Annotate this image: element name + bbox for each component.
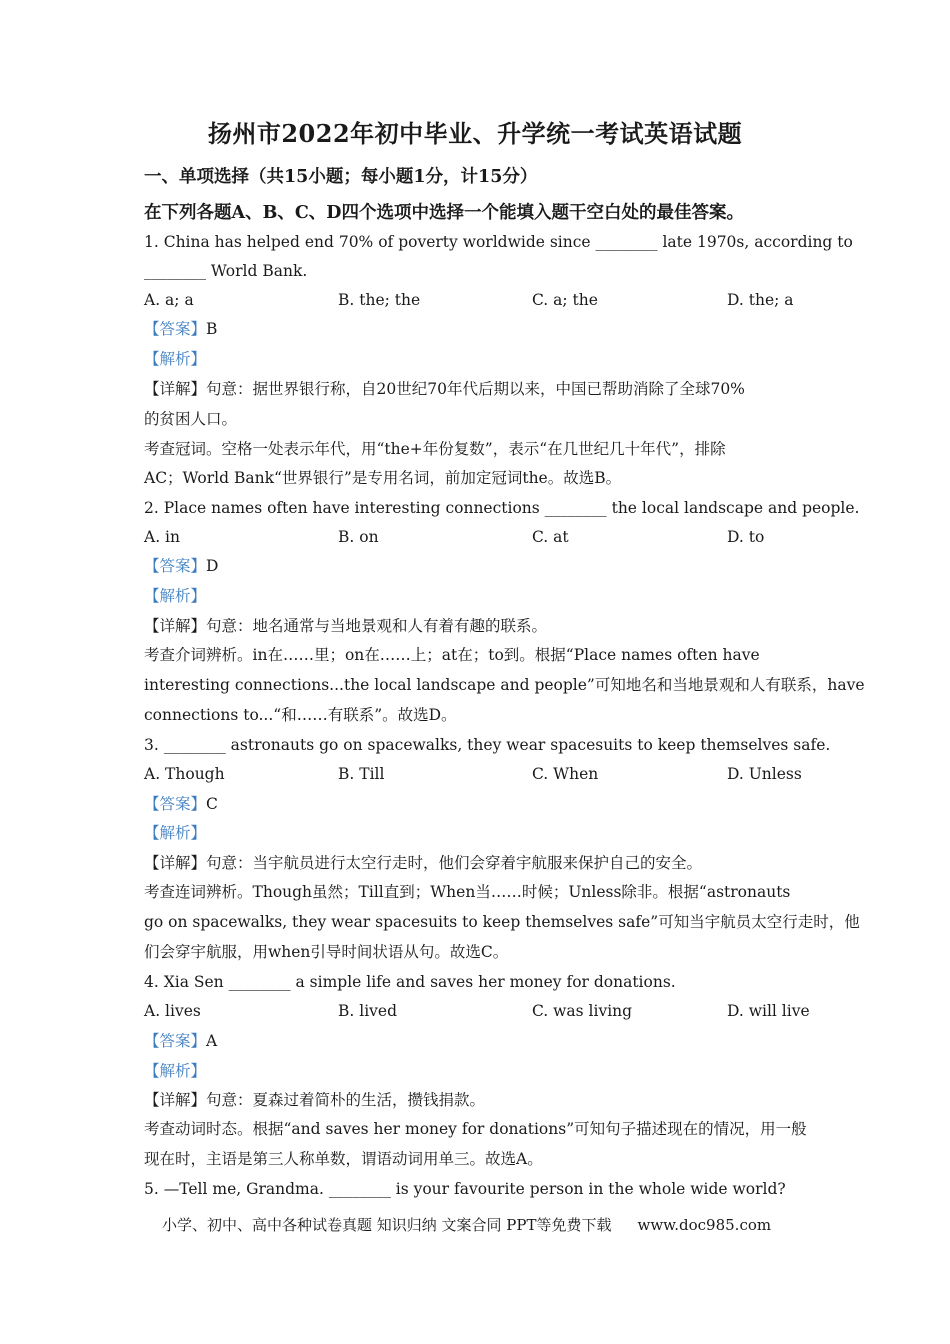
answer-label: 【答案】 [144, 1032, 207, 1050]
option-b: B. lived [338, 1002, 398, 1020]
option-d: D. to [727, 528, 765, 546]
option-d: D. the; a [727, 291, 794, 309]
footer-text: 小学、初中、高中各种试卷真题 知识归纳 文案合同 PPT等免费下载 [162, 1216, 612, 1234]
option-c: C. at [532, 528, 569, 546]
option-a: A. in [144, 528, 180, 546]
answer-value: B [206, 320, 218, 338]
question-3-answer [144, 794, 816, 814]
option-c: C. a; the [532, 291, 598, 309]
option-c: C. was living [532, 1002, 633, 1020]
answer-value: C [206, 795, 218, 813]
page-title: 扬州市2022年初中毕业、升学统一考试英语试题 [207, 119, 743, 148]
detail-label: 【详解】 [144, 1091, 207, 1109]
detail-text: 句意：当宇航员进行太空行走时，他们会穿着宇航服来保护自己的安全。 [206, 854, 703, 872]
question-5-line-1: 5. —Tell me, Grandma. ________ is your favourite person in the whole wide world? [144, 1180, 786, 1198]
question-4-explanation-1: 考查动词时态。根据“and saves her money for donations”可知句子描述现在的情况，用一般 [144, 1120, 807, 1138]
footer-url[interactable]: www.doc985.com [637, 1216, 772, 1234]
question-3-options [144, 764, 816, 784]
question-4-line-1: 4. Xia Sen ________ a simple life and saves her money for donations. [144, 973, 676, 991]
answer-value: D [206, 557, 219, 575]
answer-value: A [206, 1032, 218, 1050]
instruction: 在下列各题A、B、C、D四个选项中选择一个能填入题干空白处的最佳答案。 [144, 203, 744, 223]
option-a: A. a; a [144, 291, 194, 309]
option-d: D. will live [727, 1002, 810, 1020]
answer-label: 【答案】 [144, 795, 207, 813]
question-1-answer [144, 319, 816, 339]
question-2-detail [144, 616, 816, 636]
question-3-line-1: 3. ________ astronauts go on spacewalks, they wear spacesuits to keep themselves safe. [144, 736, 831, 754]
option-b: B. the; the [338, 291, 421, 309]
page-footer [162, 1214, 771, 1235]
question-1-analysis-label [144, 349, 816, 369]
question-3-analysis-label [144, 823, 816, 843]
section-heading: 一、单项选择（共15小题；每小题1分，计15分） [144, 167, 538, 187]
analysis-label: 【解析】 [144, 824, 207, 842]
question-1-explanation-3: AC；World Bank“世界银行”是专用名词，前加定冠词the。故选B。 [144, 469, 622, 487]
question-3-explanation-1: 考查连词辨析。Though虽然；Till直到；When当……时候；Unless除非。根据“astronauts [144, 883, 791, 901]
answer-label: 【答案】 [144, 320, 207, 338]
option-b: B. Till [338, 765, 385, 783]
question-1-line-1: 1. China has helped end 70% of poverty worldwide since ________ late 1970s, according to [144, 233, 853, 251]
question-2-options [144, 527, 816, 547]
question-1-line-2: ________ World Bank. [144, 262, 308, 280]
detail-label: 【详解】 [144, 380, 207, 398]
question-4-analysis-label [144, 1061, 816, 1081]
question-2-line-1: 2. Place names often have interesting connections ________ the local landscape and people. [144, 499, 860, 517]
detail-text: 句意：地名通常与当地景观和人有着有趣的联系。 [206, 617, 548, 635]
option-d: D. Unless [727, 765, 802, 783]
question-2-explanation-3: connections to...“和……有联系”。故选D。 [144, 706, 457, 724]
question-3-explanation-3: 们会穿宇航服，用when引导时间状语从句。故选C。 [144, 943, 509, 961]
option-c: C. When [532, 765, 599, 783]
question-4-options [144, 1001, 816, 1021]
question-2-answer [144, 556, 816, 576]
question-4-answer [144, 1031, 816, 1051]
question-3-detail [144, 853, 816, 873]
option-b: B. on [338, 528, 379, 546]
question-2-explanation-1: 考查介词辨析。in在……里；on在……上；at在；to到。根据“Place names often have [144, 646, 760, 664]
detail-text: 句意：据世界银行称，自20世纪70年代后期以来，中国已帮助消除了全球70% [206, 380, 745, 398]
question-1-explanation-2: 考查冠词。空格一处表示年代，用“the+年份复数”，表示“在几世纪几十年代”，排除 [144, 440, 726, 458]
question-1-options [144, 290, 816, 310]
analysis-label: 【解析】 [144, 350, 207, 368]
question-1-explanation-1: 的贫困人口。 [144, 410, 238, 428]
option-a: A. Though [144, 765, 225, 783]
question-2-explanation-2: interesting connections...the local landscape and people”可知地名和当地景观和人有联系，have [144, 676, 865, 694]
answer-label: 【答案】 [144, 557, 207, 575]
question-3-explanation-2: go on spacewalks, they wear spacesuits to keep themselves safe”可知当宇航员太空行走时，他 [144, 913, 860, 931]
question-1-detail [144, 379, 816, 399]
detail-label: 【详解】 [144, 854, 207, 872]
question-4-detail [144, 1090, 816, 1110]
question-4-explanation-2: 现在时，主语是第三人称单数，谓语动词用单三。故选A。 [144, 1150, 543, 1168]
option-a: A. lives [144, 1002, 201, 1020]
question-2-analysis-label [144, 586, 816, 606]
analysis-label: 【解析】 [144, 1062, 207, 1080]
analysis-label: 【解析】 [144, 587, 207, 605]
detail-label: 【详解】 [144, 617, 207, 635]
detail-text: 句意：夏森过着简朴的生活，攒钱捐款。 [206, 1091, 486, 1109]
